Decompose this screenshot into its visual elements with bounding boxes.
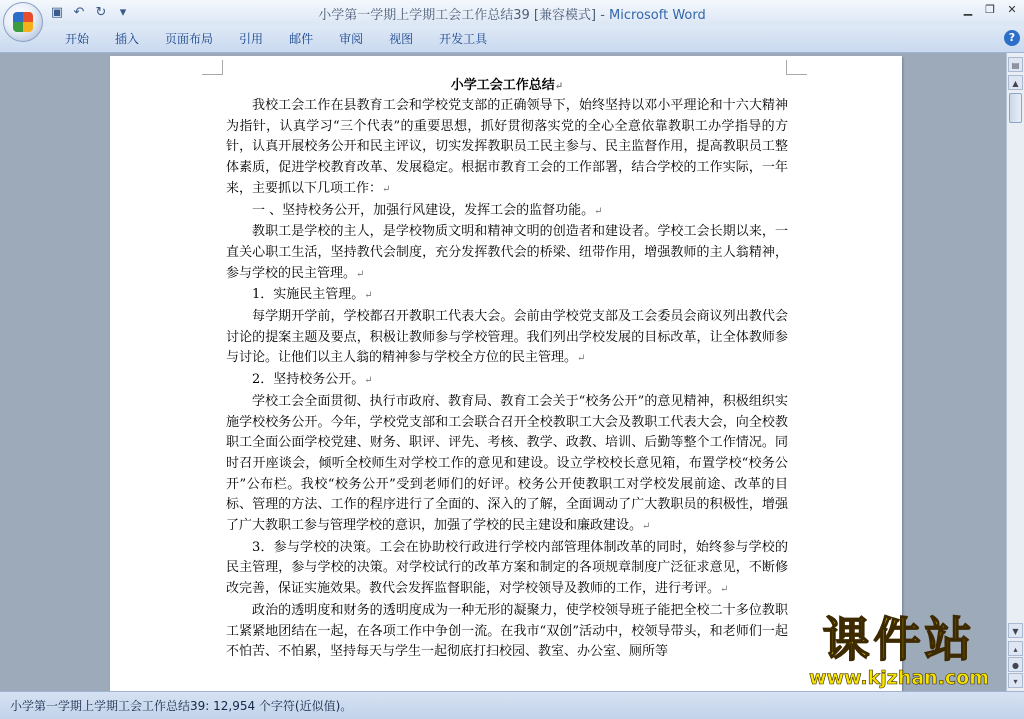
paragraph: 我校工会工作在县教育工会和学校党支部的正确领导下，始终坚持以邓小平理论和十六大精神为指针，认真学习“三个代表”的重要思想，抓好贯彻落实党的全心全意依靠教职工办学指导的方针，认真开展校务公开和民主评议，切实发挥教职员工民主参与、民主监督作用，提高教职员工整体素质，促进学校教育改革、发展稳定。根据市教育工会的工作部署，结合学校的工作实际，一年来，主要抓以下几项工作：↵ — [226, 98, 788, 196]
tab-developer[interactable]: 开发工具 — [439, 32, 488, 46]
document-heading: 小学工会工作总结↵ — [450, 78, 564, 93]
close-icon[interactable]: ✕ — [1007, 3, 1017, 16]
scroll-down-icon[interactable]: ▼ — [1008, 623, 1023, 638]
window-controls — [960, 2, 1020, 18]
next-page-icon[interactable]: ▾ — [1008, 673, 1023, 688]
paragraph-mark: ↵ — [642, 521, 651, 533]
tab-review[interactable]: 审阅 — [339, 32, 364, 46]
status-bar — [0, 691, 1024, 719]
paragraph: 教职工是学校的主人，是学校物质文明和精神文明的创造者和建设者。学校工会长期以来，一直关心职工生活，坚持教代会制度，充分发挥教代会的桥梁、纽带作用，增强教师的主人翁精神，参与学校的民主管理。↵ — [226, 224, 788, 281]
document-page[interactable] — [110, 56, 902, 691]
document-area[interactable] — [0, 53, 1006, 691]
scroll-up-icon[interactable]: ▲ — [1008, 75, 1023, 90]
crop-mark-top-left — [202, 60, 223, 75]
tab-page-layout[interactable]: 页面布局 — [165, 32, 214, 46]
watermark-logo — [774, 615, 1024, 690]
app-name: Microsoft Word — [609, 8, 706, 23]
tab-insert[interactable]: 插入 — [115, 32, 140, 46]
ribbon — [0, 26, 1024, 53]
paragraph-mark: ↵ — [364, 375, 373, 387]
paragraph: 2．坚持校务公开。↵ — [252, 372, 373, 388]
paragraph: 一 、坚持校务公开，加强行风建设，发挥工会的监督功能。↵ — [252, 202, 603, 218]
vertical-scrollbar[interactable] — [1006, 53, 1024, 691]
select-browse-object-icon[interactable]: ● — [1008, 657, 1023, 672]
previous-page-icon[interactable]: ▴ — [1008, 641, 1023, 656]
ribbon-tabs — [52, 30, 500, 48]
tab-home[interactable]: 开始 — [65, 32, 90, 46]
paragraph: 政治的透明度和财务的透明度成为一种无形的凝聚力，使学校领导班子能把全校二十多位教职工紧紧地团结在一起，在各项工作中争创一流。在我市“双创”活动中，校领导带头，和老师们一起不怕苦、不怕累，坚持每天与学生一起彻底打扫校园、教室、办公室、厕所等 — [226, 602, 788, 660]
undo-icon[interactable]: ↶ — [73, 5, 85, 20]
office-button[interactable] — [3, 2, 43, 42]
redo-icon[interactable]: ↻ — [95, 5, 107, 20]
paragraph-mark: ↵ — [720, 584, 729, 596]
crop-mark-top-right — [786, 60, 807, 75]
window-title — [0, 4, 1024, 23]
paragraph: 每学期开学前，学校都召开教职工代表大会。会前由学校党支部及工会委员会商议列出教代会讨论的提案主题及要点，积极让教师参与学校管理。我们列出学校发展的目标改革，让全体教师参与讨论。让他们以主人翁的精神参与学校全方位的民主管理。↵ — [226, 309, 788, 366]
scroll-thumb[interactable] — [1009, 93, 1022, 123]
tab-references[interactable]: 引用 — [239, 32, 264, 46]
watermark-main-text: 课件站 — [822, 613, 976, 668]
office-logo-icon — [13, 12, 33, 32]
minimize-icon[interactable]: ▁ — [963, 3, 973, 16]
document-content[interactable] — [226, 76, 788, 663]
document-title: 小学第一学期上学期工会工作总结39 [兼容模式] — [318, 8, 597, 23]
paragraph-mark: ↵ — [382, 183, 391, 195]
watermark-url: www.kjzhan.com — [808, 667, 990, 689]
paragraph: 3．参与学校的决策。工会在协助校行政进行学校内部管理体制改革的同时，始终参与学校的民主管理，参与学校的决策。对学校试行的改革方案和制定的各项规章制度广泛征求意见，不断修改完善，保证实施效果。教代会发挥监督职能，对学校领导及教师的工作，进行考评。↵ — [226, 539, 788, 597]
paragraph-mark: ↵ — [554, 81, 564, 92]
paragraph: 1．实施民主管理。↵ — [252, 287, 373, 303]
status-text: 小学第一学期上学期工会工作总结39: 12,954 个字符(近似值)。 — [10, 699, 353, 713]
paragraph-mark: ↵ — [577, 353, 586, 365]
save-icon[interactable]: ▣ — [50, 5, 64, 20]
customize-dropdown-icon[interactable]: ▾ — [119, 5, 127, 20]
paragraph-mark: ↵ — [594, 205, 603, 217]
paragraph-mark: ↵ — [364, 290, 373, 302]
ruler-toggle-icon[interactable]: ▤ — [1008, 57, 1023, 72]
tab-view[interactable]: 视图 — [389, 32, 414, 46]
paragraph: 学校工会全面贯彻、执行市政府、教育局、教育工会关于“校务公开”的意见精神，积极组织实施学校校务公开。今年，学校党支部和工会联合召开全校教职工大会及教职工代表大会，向全校教职工全面公面学校党建、财务、职评、评先、考核、教学、政教、培训、后勤等整个工作情况。同时召开座谈会，倾听全校师生对学校工作的意见和建设。设立学校校长意见箱，布置学校“校务公开”公布栏。我校“校务公开”受到老师们的好评。校务公开使教职工对学校发展前途、改革的目标、管理的方法、工作的程序进行了全面的、深入的了解，全面调动了广大教职员的积极性，增强了广大教职工参与管理学校的意识，加强了学校的民主建设和廉政建设。↵ — [226, 393, 788, 534]
title-separator: - — [596, 8, 610, 23]
help-icon[interactable]: ? — [1004, 30, 1020, 46]
restore-icon[interactable]: ❐ — [985, 3, 995, 16]
title-bar — [0, 0, 1024, 26]
paragraph-mark: ↵ — [356, 268, 365, 280]
tab-mailings[interactable]: 邮件 — [289, 32, 314, 46]
